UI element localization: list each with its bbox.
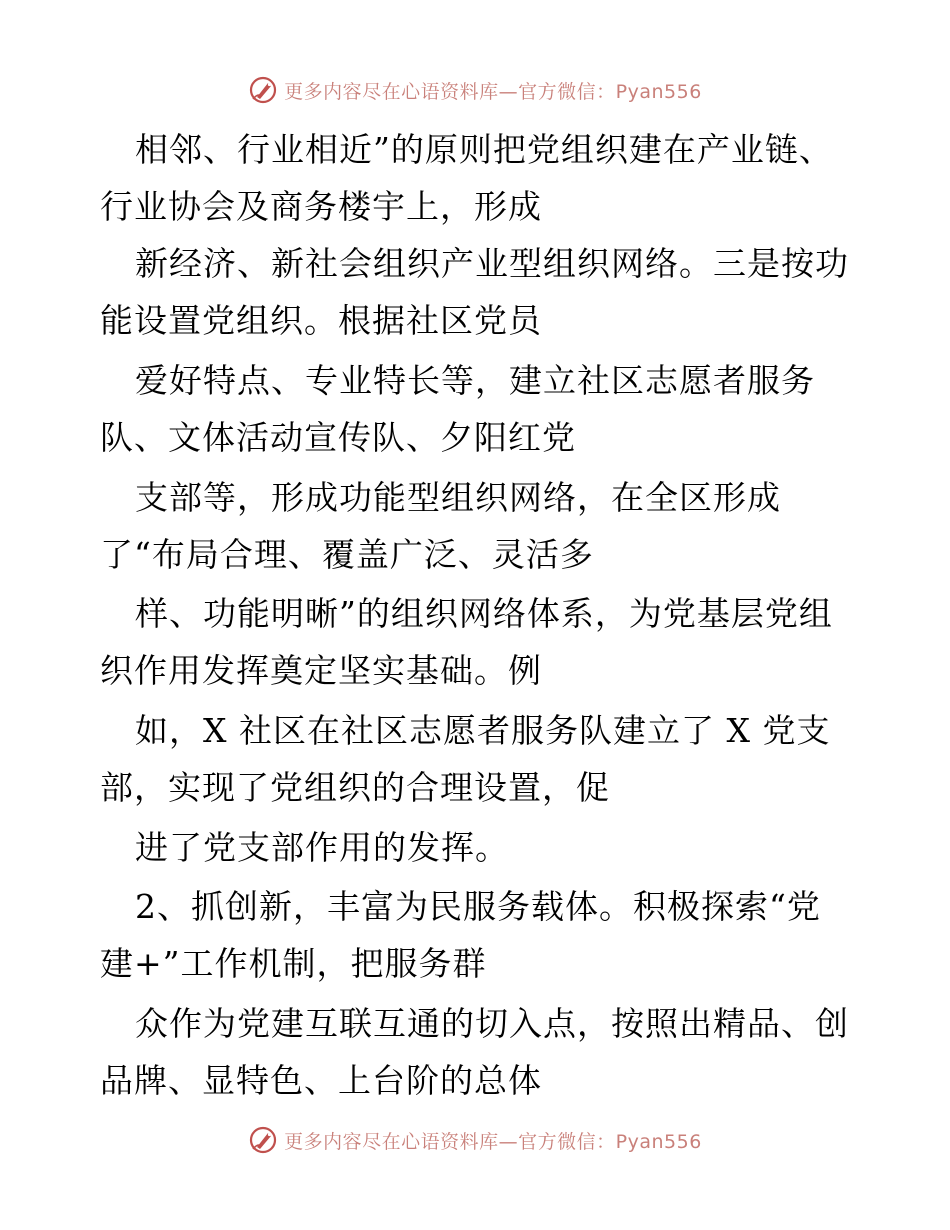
header-watermark-banner <box>0 70 950 110</box>
pen-nib-logo-icon <box>248 1125 278 1155</box>
pen-nib-logo-icon <box>248 75 278 105</box>
text-line: 新经济、新社会组织产业型组织网络。三是按功 <box>135 244 849 283</box>
header-watermark-text: 更多内容尽在心语资料库—官方微信：Pyan556 <box>284 80 702 103</box>
text-line: 样、功能明晰”的组织网络体系，为党基层党组 <box>135 594 833 633</box>
text-line: 能设置党组织。根据社区党员 <box>100 301 542 340</box>
text-line: 建+”工作机制，把服务群 <box>100 944 487 983</box>
text-line: 相邻、行业相近”的原则把党组织建在产业链、 <box>135 130 833 169</box>
text-line: 支部等，形成功能型组织网络，在全区形成 <box>135 478 781 517</box>
footer-watermark-text: 更多内容尽在心语资料库—官方微信：Pyan556 <box>284 1130 702 1153</box>
text-line: 如，X 社区在社区志愿者服务队建立了 X 党支 <box>135 711 831 750</box>
text-line: 部，实现了党组织的合理设置，促 <box>100 768 610 807</box>
text-line: 进了党支部作用的发挥。 <box>135 828 509 867</box>
text-line: 2、抓创新，丰富为民服务载体。积极探索“党 <box>135 887 821 926</box>
text-line: 众作为党建互联互通的切入点，按照出精品、创 <box>135 1004 849 1043</box>
text-line: 了“布局合理、覆盖广泛、灵活多 <box>100 535 594 574</box>
text-line: 行业协会及商务楼宇上，形成 <box>100 187 542 226</box>
text-line: 爱好特点、专业特长等，建立社区志愿者服务 <box>135 361 815 400</box>
text-line: 织作用发挥奠定坚实基础。例 <box>100 651 542 690</box>
footer-watermark-banner <box>0 1120 950 1160</box>
text-line: 品牌、显特色、上台阶的总体 <box>100 1061 542 1100</box>
text-line: 队、文体活动宣传队、夕阳红党 <box>100 418 576 457</box>
